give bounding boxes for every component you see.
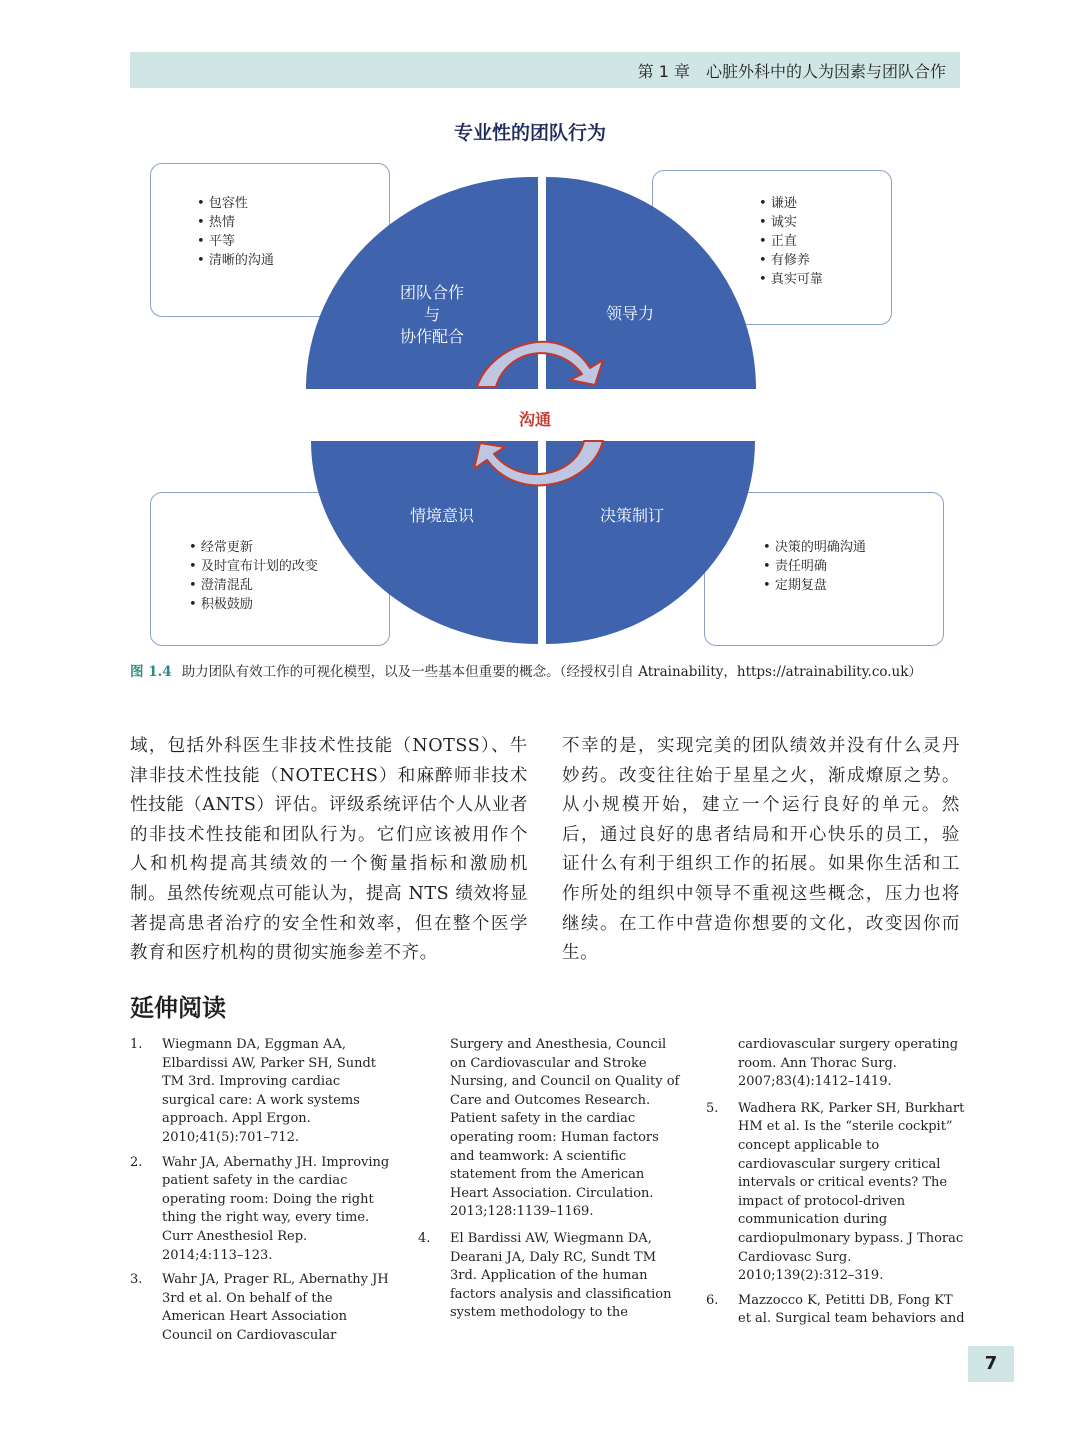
bullet-item: • 谦逊 xyxy=(759,194,823,213)
quadrant-label-leadership: 领导力 xyxy=(605,304,654,323)
reference-column-2 xyxy=(418,1036,680,1329)
label-line: 协作配合 xyxy=(399,327,464,346)
label-line: 团队合作 xyxy=(399,283,464,302)
reference-column-1 xyxy=(130,1036,392,1352)
bullet-item: • 平等 xyxy=(197,232,274,251)
caption-label: 图 1.4 xyxy=(130,664,172,680)
bullet-item: • 清晰的沟通 xyxy=(197,251,274,270)
bullet-item: • 决策的明确沟通 xyxy=(763,538,866,557)
bullet-item: • 积极鼓励 xyxy=(189,595,318,614)
section-title: 延伸阅读 xyxy=(130,993,226,1022)
bullet-item: • 定期复盘 xyxy=(763,576,866,595)
bullet-item: • 及时宣布计划的改变 xyxy=(189,557,318,576)
caption-text: 助力团队有效工作的可视化模型，以及一些基本但重要的概念。（经授权引自 Atrainability，https://atrainability.co.uk） xyxy=(181,664,922,680)
reference-item-continued: Surgery and Anesthesia, Council on Cardiovascular and Stroke Nursing, and Council on Quality of Care and Outcomes Research. Patient safety in the cardiac operating room: Human factors and teamwork: A scientific statement from the American Heart Association. Circulation. 2013;128:1139–1169. xyxy=(450,1037,680,1220)
quadrant-label-decision-making: 决策制订 xyxy=(599,506,664,525)
reference-item: 2. Wahr JA, Abernathy JH. Improving patient safety in the cardiac operating room: Doing the right thing the right way, every time. Curr Anesthesiol Rep. 2014;4:113–123. xyxy=(130,1154,390,1263)
bullet-item: • 真实可靠 xyxy=(759,270,823,289)
reference-item: 5. Wadhera RK, Parker SH, Burkhart HM et al. Is the “sterile cockpit” concept applicable to cardiovascular surgery critical intervals or critical events? The impact of protocol-driven communication during cardiopulmonary bypass. J Thorac Cardiovasc Surg. 2010;139(2):312–319. xyxy=(706,1100,965,1284)
page-number: 7 xyxy=(968,1346,1014,1382)
bullet-item: • 经常更新 xyxy=(189,538,318,557)
reference-column-3 xyxy=(706,1036,968,1335)
reference-item: 1. Wiegmann DA, Eggman AA, Elbardissi AW, Parker SH, Sundt TM 3rd. Improving cardiac surgical care: A work systems approach. Appl Ergon. 2010;41(5):701–712. xyxy=(130,1037,377,1145)
center-label-communication: 沟通 xyxy=(518,410,551,429)
bullet-item: • 热情 xyxy=(197,213,274,232)
quadrant-label-situational-awareness: 情境意识 xyxy=(409,506,474,525)
bullet-item: • 澄清混乱 xyxy=(189,576,318,595)
reference-item: 4. El Bardissi AW, Wiegmann DA, Dearani JA, Daly RC, Sundt TM 3rd. Application of the human factors analysis and classification system methodology to the xyxy=(418,1230,672,1321)
team-model-diagram xyxy=(0,0,1080,700)
bullet-item: • 诚实 xyxy=(759,213,823,232)
bullet-item: • 包容性 xyxy=(197,194,274,213)
reference-item: 3. Wahr JA, Prager RL, Abernathy JH 3rd et al. On behalf of the American Heart Association Council on Cardiovascular xyxy=(130,1272,389,1343)
body-text-left: 域，包括外科医生非技术性技能（NOTSS）、牛津非技术性技能（NOTECHS）和麻醉师非技术性技能（ANTS）评估。评级系统评估个人从业者的非技术性技能和团队行为。它们应该被用作个人和机构提高其绩效的一个衡量指标和激励机制。虽然传统观点可能认为，提高 NTS 绩效将显著提高患者治疗的安全性和效率，但在整个医学教育和医疗机构的贯彻实施参差不齐。 xyxy=(130,736,528,964)
reference-item-continued: cardiovascular surgery operating room. Ann Thorac Surg. 2007;83(4):1412–1419. xyxy=(738,1037,959,1090)
reference-item: 6. Mazzocco K, Petitti DB, Fong KT et al. Surgical team behaviors and xyxy=(706,1292,965,1327)
figure-title: 专业性的团队行为 xyxy=(453,122,606,144)
bullet-item: • 责任明确 xyxy=(763,557,866,576)
body-text-right: 不幸的是，实现完美的团队绩效并没有什么灵丹妙药。改变往往始于星星之火，渐成燎原之势。从小规模开始，建立一个运行良好的单元。然后，通过良好的患者结局和开心快乐的员工，验证什么有利于组织工作的拓展。如果你生活和工作所处的组织中领导不重视这些概念，压力也将继续。在工作中营造你想要的文化，改变因你而生。 xyxy=(562,736,960,964)
bullet-item: • 有修养 xyxy=(759,251,823,270)
label-line: 与 xyxy=(423,305,440,324)
quadrant-label-teamwork xyxy=(382,282,482,348)
figure-caption xyxy=(130,660,960,684)
chapter-title: 第 1 章 心脏外科中的人为因素与团队合作 xyxy=(637,62,946,81)
bullet-item: • 正直 xyxy=(759,232,823,251)
